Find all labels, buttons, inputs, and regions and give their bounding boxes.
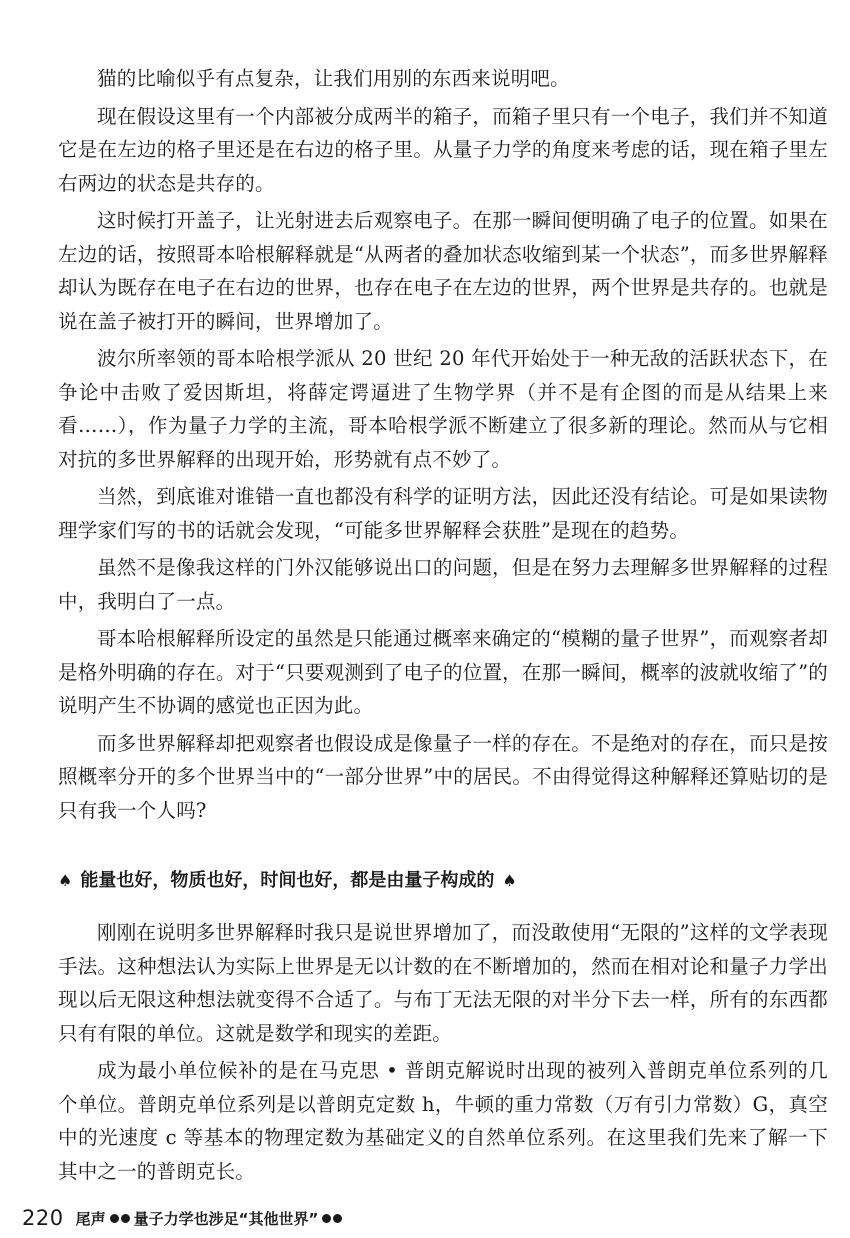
- spade-icon: ♠: [58, 871, 73, 890]
- paragraph: 波尔所率领的哥本哈根学派从 20 世纪 20 年代开始处于一种无敌的活跃状态下，在争论中击败了爱因斯坦，将薛定谔逼进了生物学界（并不是有企图的而是从结果上来看……），作为量子力学的主流，哥本哈根学派不断建立了很多新的理论。然而从与它相对抗的多世界解释的出现开始，形势就有点不妙了。: [58, 347, 828, 471]
- paragraph: 刚刚在说明多世界解释时我只是说世界增加了，而没敢使用“无限的”这样的文学表现手法。这种想法认为实际上世界是无以计数的在不断增加的，然而在相对论和量子力学出现以后无限这种想法就变得不合适了。与布丁无法无限的对半分下去一样，所有的东西都只有有限的单位。这就是数学和现实的差距。: [58, 921, 828, 1045]
- page-footer: [22, 1206, 346, 1230]
- spade-icon: ♠: [502, 871, 517, 890]
- paragraph: 这时候打开盖子，让光射进去后观察电子。在那一瞬间便明确了电子的位置。如果在左边的话，按照哥本哈根解释就是“从两者的叠加状态收缩到某一个状态”，而多世界解释却认为既存在电子在右边的世界，也存在电子在左边的世界，两个世界是共存的。也就是说在盖子被打开的瞬间，世界增加了。: [58, 209, 828, 333]
- page-number: 220: [22, 1206, 64, 1230]
- paragraph: 而多世界解释却把观察者也假设成是像量子一样的存在。不是绝对的存在，而只是按照概率分开的多个世界当中的“一部分世界”中的居民。不由得觉得这种解释还算贴切的是只有我一个人吗?: [58, 731, 828, 822]
- paragraph: 当然，到底谁对谁错一直也都没有科学的证明方法，因此还没有结论。可是如果读物理学家们写的书的话就会发现，“可能多世界解释会获胜”是现在的趋势。: [58, 485, 828, 542]
- bullet-dots-icon: [321, 1214, 343, 1223]
- section-heading: [58, 868, 828, 894]
- paragraph: 哥本哈根解释所设定的虽然是只能通过概率来确定的“模糊的量子世界”，而观察者却是格外明确的存在。对于“只要观测到了电子的位置，在那一瞬间，概率的波就收缩了”的说明产生不协调的感觉也正因为此。: [58, 627, 828, 717]
- paragraph: 虽然不是像我这样的门外汉能够说出口的问题，但是在努力去理解多世界解释的过程中，我明白了一点。: [58, 556, 828, 613]
- paragraph: 猫的比喻似乎有点复杂，让我们用别的东西来说明吧。: [97, 67, 570, 90]
- footer-chapter: 尾声: [75, 1209, 106, 1228]
- section-heading-text: 能量也好，物质也好，时间也好，都是由量子构成的: [80, 870, 495, 891]
- footer-section-title: 量子力学也涉足“其他世界”: [133, 1209, 319, 1228]
- paragraph: 成为最小单位候补的是在马克思 • 普朗克解说时出现的被列入普朗克单位系列的几个单位。普朗克单位系列是以普朗克定数 h，牛顿的重力常数（万有引力常数）G，真空中的光速度 c 等基本的物理定数为基础定义的自然单位系列。在这里我们先来了解一下其中之一的普朗克长。: [58, 1059, 828, 1183]
- body-text-top: [58, 62, 828, 831]
- paragraph: 现在假设这里有一个内部被分成两半的箱子，而箱子里只有一个电子，我们并不知道它是在左边的格子里还是在右边的格子里。从量子力学的角度来考虑的话，现在箱子里左右两边的状态是共存的。: [58, 104, 828, 195]
- bullet-dots-icon: [109, 1214, 131, 1223]
- body-text-bottom: [58, 916, 828, 1192]
